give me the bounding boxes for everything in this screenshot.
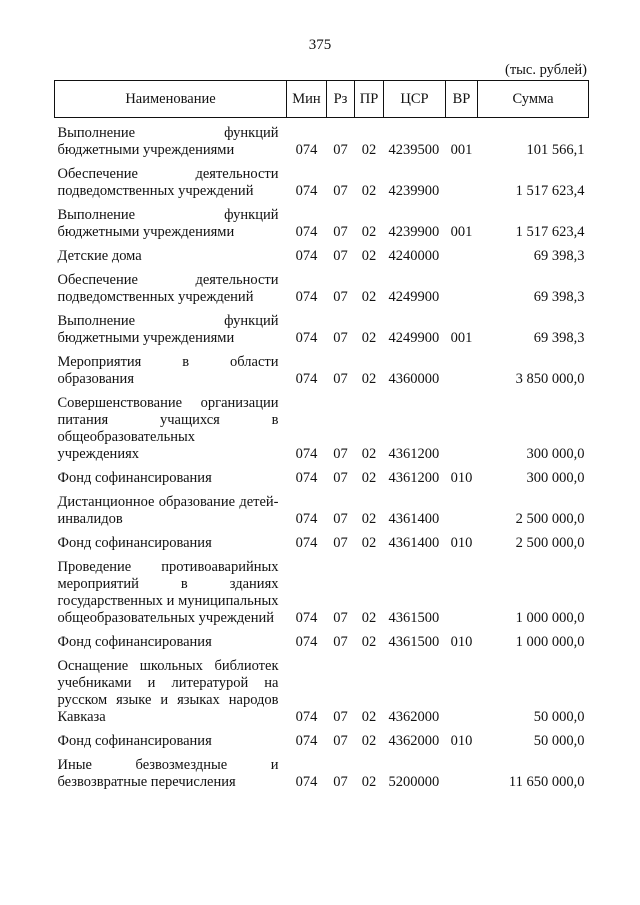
- row-rz: 07: [333, 610, 348, 626]
- row-csr: 4361500: [388, 634, 440, 650]
- row-pr: 02: [361, 371, 377, 387]
- column-header-pr: ПР: [355, 81, 384, 118]
- row-sum: 1 517 623,4: [515, 224, 585, 240]
- row-name: Совершенствование организации питания учащихся в общеобразовательных учреждениях: [57, 395, 279, 462]
- row-name: Проведение противоаварийных мероприятий в зданиях государственных и муниципальных общеобразовательных учреждений: [57, 559, 279, 626]
- row-rz: 07: [333, 142, 348, 158]
- row-name: Иные безвозмездные и безвозвратные перечисления: [57, 757, 279, 790]
- row-name: Обеспечение деятельности подведомственных учреждений: [57, 272, 279, 305]
- row-min: 074: [295, 709, 318, 725]
- row-rz: 07: [333, 248, 348, 264]
- table-row: [55, 757, 589, 798]
- row-vr: 010: [450, 634, 473, 650]
- table-row: [55, 207, 589, 248]
- row-vr: [446, 248, 478, 272]
- row-pr: 02: [361, 289, 377, 305]
- column-header-sum: Сумма: [478, 81, 589, 118]
- table-body: [55, 118, 589, 799]
- table-row: [55, 354, 589, 395]
- row-rz: 07: [333, 371, 348, 387]
- row-pr: 02: [361, 224, 377, 240]
- row-name: Дистанционное образование детей-инвалидов: [57, 494, 279, 527]
- column-header-min: Мин: [287, 81, 327, 118]
- table-row: [55, 395, 589, 470]
- row-name: Оснащение школьных библиотек учебниками и литературой на русском языке и языках народов Кавказа: [57, 658, 279, 725]
- row-sum: 2 500 000,0: [515, 511, 585, 527]
- row-rz: 07: [333, 709, 348, 725]
- table-row: [55, 535, 589, 559]
- column-header-name: Наименование: [55, 81, 287, 118]
- row-min: 074: [295, 248, 318, 264]
- row-min: 074: [295, 371, 318, 387]
- row-rz: 07: [333, 511, 348, 527]
- row-csr: 5200000: [388, 774, 440, 790]
- row-vr: [446, 494, 478, 535]
- table-row: [55, 634, 589, 658]
- row-sum: 69 398,3: [533, 289, 585, 305]
- table-row: [55, 313, 589, 354]
- row-pr: 02: [361, 774, 377, 790]
- row-min: 074: [295, 142, 318, 158]
- row-vr: 001: [450, 224, 473, 240]
- table-row: [55, 272, 589, 313]
- row-sum: 300 000,0: [526, 470, 585, 486]
- table-row: [55, 470, 589, 494]
- row-sum: 11 650 000,0: [508, 774, 585, 790]
- row-min: 074: [295, 289, 318, 305]
- row-min: 074: [295, 224, 318, 240]
- row-vr: [446, 354, 478, 395]
- row-pr: 02: [361, 733, 377, 749]
- row-csr: 4361400: [388, 511, 440, 527]
- row-min: 074: [295, 446, 318, 462]
- row-sum: 1 517 623,4: [515, 183, 585, 199]
- row-pr: 02: [361, 634, 377, 650]
- row-sum: 2 500 000,0: [515, 535, 585, 551]
- row-name: Обеспечение деятельности подведомственных учреждений: [57, 166, 279, 199]
- row-vr: [446, 559, 478, 634]
- row-name: Фонд софинансирования: [57, 634, 212, 650]
- table-row: [55, 559, 589, 634]
- row-name: Фонд софинансирования: [57, 535, 212, 551]
- column-header-csr: ЦСР: [384, 81, 446, 118]
- row-rz: 07: [333, 774, 348, 790]
- row-csr: 4360000: [388, 371, 440, 387]
- units-label: (тыс. рублей): [505, 62, 587, 78]
- row-min: 074: [295, 774, 318, 790]
- row-pr: 02: [361, 248, 377, 264]
- row-csr: 4239900: [388, 183, 440, 199]
- row-pr: 02: [361, 142, 377, 158]
- row-pr: 02: [361, 446, 377, 462]
- row-pr: 02: [361, 511, 377, 527]
- row-vr: 010: [450, 733, 473, 749]
- row-min: 074: [295, 183, 318, 199]
- row-min: 074: [295, 535, 318, 551]
- row-rz: 07: [333, 634, 348, 650]
- row-pr: 02: [361, 330, 377, 346]
- row-min: 074: [295, 470, 318, 486]
- row-name: Выполнение функций бюджетными учреждениями: [57, 125, 279, 158]
- row-vr: [446, 166, 478, 207]
- row-min: 074: [295, 610, 318, 626]
- row-rz: 07: [333, 733, 348, 749]
- row-pr: 02: [361, 183, 377, 199]
- row-sum: 1 000 000,0: [515, 634, 585, 650]
- row-min: 074: [295, 330, 318, 346]
- row-rz: 07: [333, 446, 348, 462]
- row-sum: 300 000,0: [526, 446, 585, 462]
- row-csr: 4240000: [388, 248, 440, 264]
- row-csr: 4362000: [388, 733, 440, 749]
- table-row: [55, 166, 589, 207]
- row-vr: [446, 658, 478, 733]
- row-rz: 07: [333, 183, 348, 199]
- table-row: [55, 733, 589, 757]
- row-vr: [446, 395, 478, 470]
- row-sum: 1 000 000,0: [515, 610, 585, 626]
- row-vr: [446, 757, 478, 798]
- row-csr: 4249900: [388, 289, 440, 305]
- row-vr: 010: [450, 470, 473, 486]
- row-sum: 69 398,3: [533, 330, 585, 346]
- row-sum: 3 850 000,0: [515, 371, 585, 387]
- row-vr: 010: [450, 535, 473, 551]
- row-rz: 07: [333, 330, 348, 346]
- row-vr: 001: [450, 142, 473, 158]
- row-csr: 4361500: [388, 610, 440, 626]
- row-sum: 50 000,0: [533, 733, 585, 749]
- row-rz: 07: [333, 224, 348, 240]
- column-header-rz: Рз: [327, 81, 355, 118]
- row-name: Фонд софинансирования: [57, 470, 212, 486]
- table-row: [55, 118, 589, 167]
- row-name: Мероприятия в области образования: [57, 354, 279, 387]
- row-vr: 001: [450, 330, 473, 346]
- row-rz: 07: [333, 535, 348, 551]
- table-row: [55, 658, 589, 733]
- row-vr: [446, 272, 478, 313]
- row-name: Выполнение функций бюджетными учреждениями: [57, 313, 279, 346]
- row-csr: 4239900: [388, 224, 440, 240]
- row-csr: 4361400: [388, 535, 440, 551]
- table-row: [55, 494, 589, 535]
- table-row: [55, 248, 589, 272]
- row-min: 074: [295, 733, 318, 749]
- row-name: Детские дома: [57, 248, 142, 264]
- row-sum: 69 398,3: [533, 248, 585, 264]
- row-sum: 101 566,1: [526, 142, 585, 158]
- row-sum: 50 000,0: [533, 709, 585, 725]
- row-name: Выполнение функций бюджетными учреждениями: [57, 207, 279, 240]
- column-header-vr: ВР: [446, 81, 478, 118]
- row-min: 074: [295, 634, 318, 650]
- row-csr: 4249900: [388, 330, 440, 346]
- row-csr: 4361200: [388, 446, 440, 462]
- row-pr: 02: [361, 610, 377, 626]
- row-csr: 4362000: [388, 709, 440, 725]
- row-csr: 4239500: [388, 142, 440, 158]
- budget-table: [54, 80, 589, 798]
- row-rz: 07: [333, 289, 348, 305]
- table-header: [55, 81, 589, 118]
- row-name: Фонд софинансирования: [57, 733, 212, 749]
- row-pr: 02: [361, 709, 377, 725]
- page-number: 375: [308, 37, 332, 53]
- row-pr: 02: [361, 470, 377, 486]
- row-csr: 4361200: [388, 470, 440, 486]
- row-min: 074: [295, 511, 318, 527]
- row-rz: 07: [333, 470, 348, 486]
- row-pr: 02: [361, 535, 377, 551]
